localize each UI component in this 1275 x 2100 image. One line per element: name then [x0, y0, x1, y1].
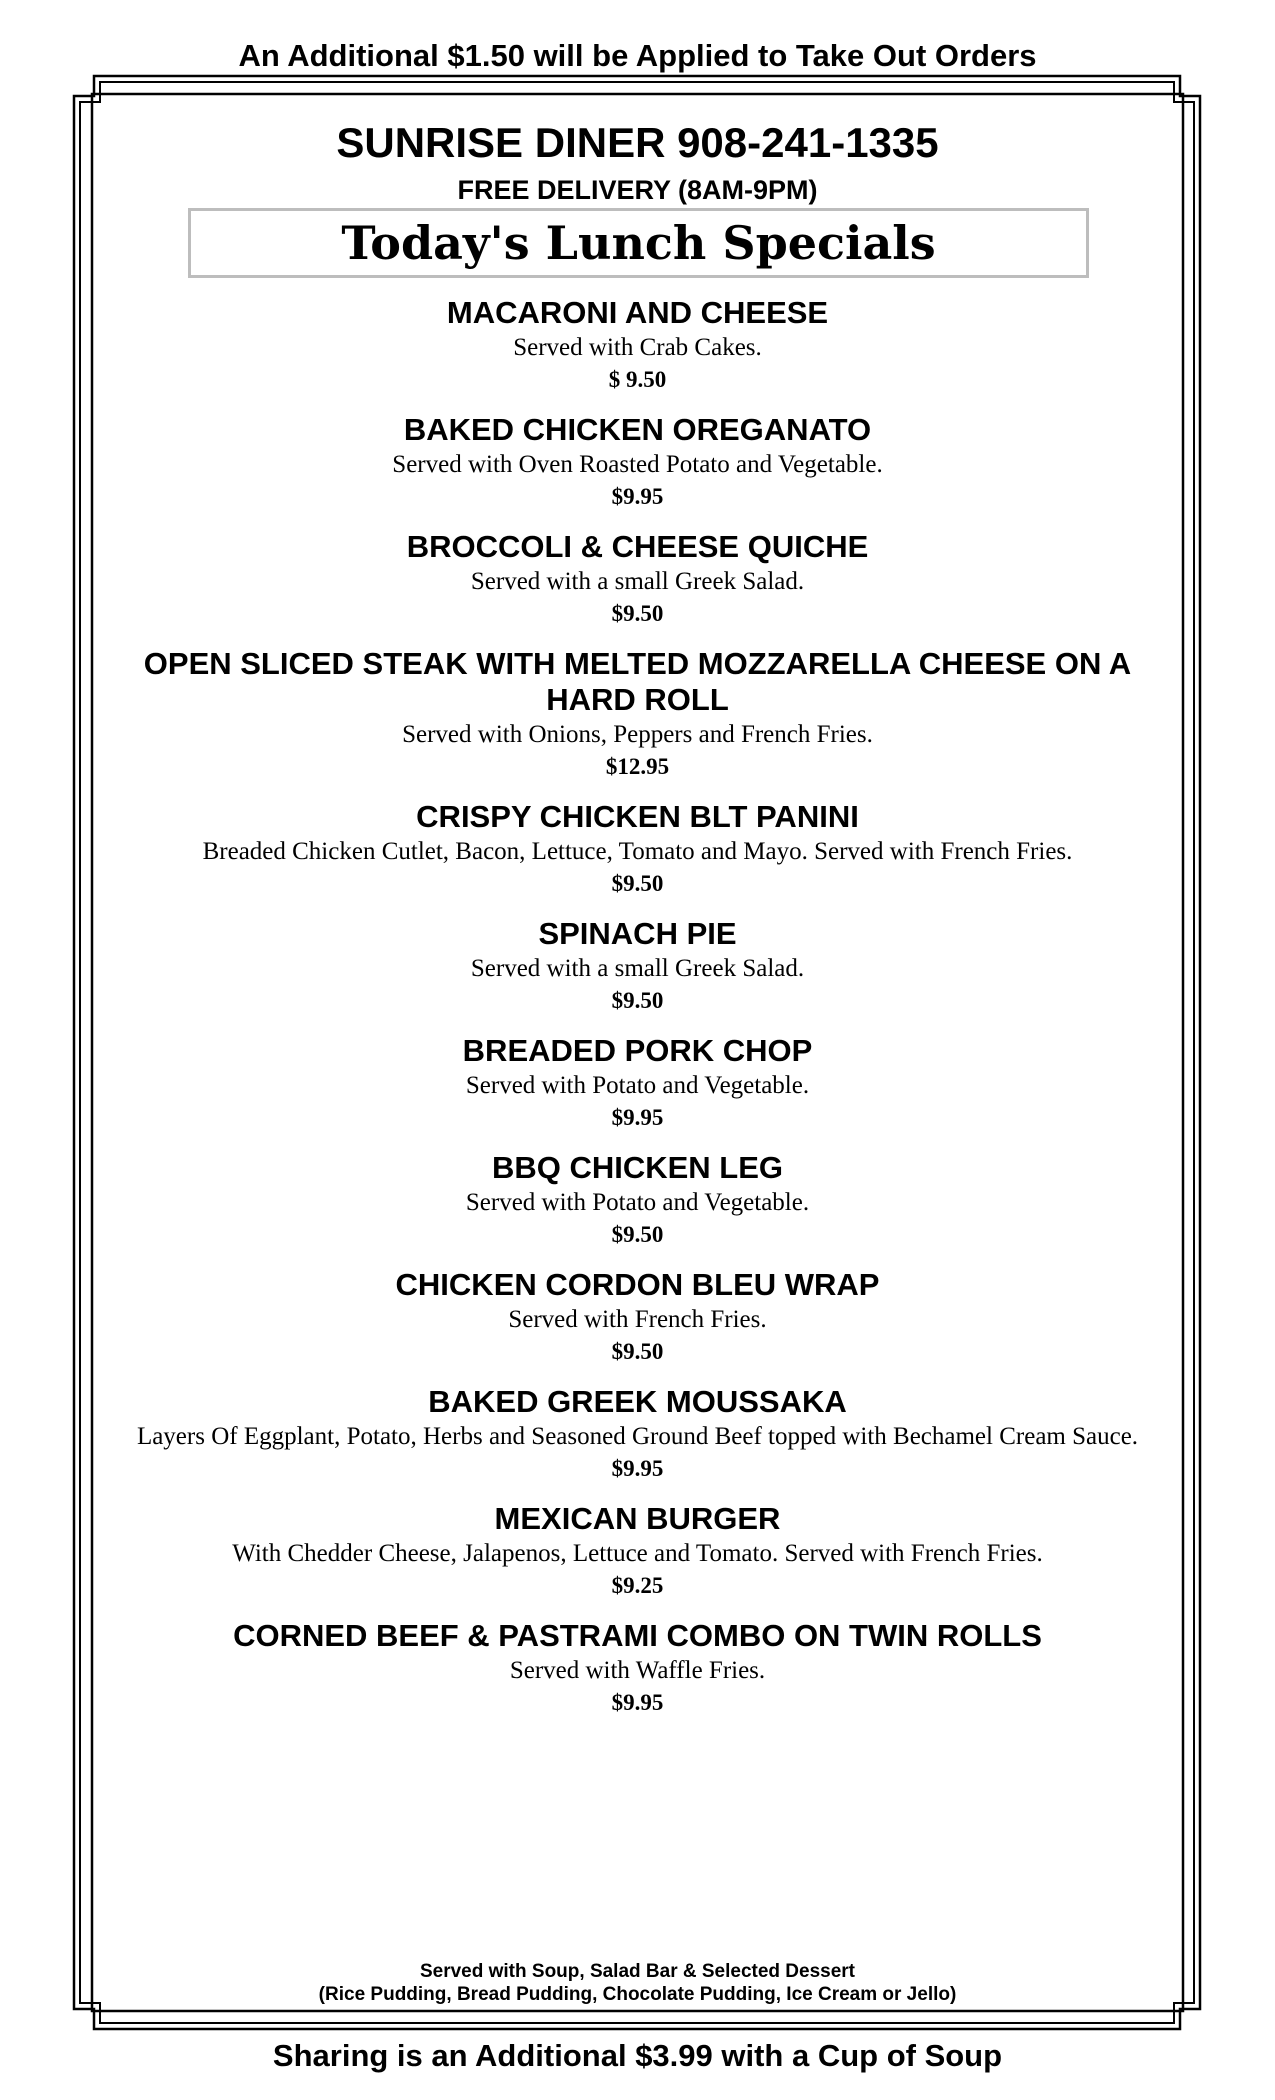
item-name: BBQ CHICKEN LEG [491, 1150, 784, 1185]
item-name: BROCCOLI & CHEESE QUICHE [406, 529, 869, 564]
menu-item [120, 799, 1155, 899]
item-name: MACARONI AND CHEESE [446, 295, 829, 330]
item-name: MEXICAN BURGER [494, 1501, 781, 1536]
item-price: $9.95 [611, 1456, 664, 1481]
item-price: $9.50 [611, 601, 664, 626]
item-description: Served with Waffle Fries. [509, 1657, 766, 1684]
menu-item [120, 1267, 1155, 1367]
item-name: BAKED GREEK MOUSSAKA [428, 1384, 847, 1419]
item-description: Served with French Fries. [508, 1306, 767, 1333]
item-description: Served with a small Greek Salad. [470, 955, 805, 982]
restaurant-name-phone: SUNRISE DINER 908-241-1335 [336, 119, 939, 166]
item-price: $9.50 [611, 988, 664, 1013]
served-with-note [0, 1960, 1275, 2006]
item-name: OPEN SLICED STEAK WITH MELTED MOZZARELLA CHEESE ON A HARD ROLL [143, 646, 1132, 717]
takeout-notice: An Additional $1.50 will be Applied to Take Out Orders [238, 38, 1037, 73]
menu-item [120, 412, 1155, 512]
item-description: Served with Potato and Vegetable. [465, 1072, 810, 1099]
menu-item [120, 295, 1155, 395]
menu-item [120, 916, 1155, 1016]
item-description: Layers Of Eggplant, Potato, Herbs and Seasoned Ground Beef topped with Bechamel Cream Sauce. [136, 1423, 1139, 1450]
item-description: Served with a small Greek Salad. [470, 568, 805, 595]
menu-item [120, 1033, 1155, 1133]
menu-header [100, 118, 1175, 206]
menu-item [120, 1501, 1155, 1601]
item-name: CHICKEN CORDON BLEU WRAP [395, 1267, 880, 1302]
specials-heading: Today's Lunch Specials [341, 216, 936, 270]
item-description: Breaded Chicken Cutlet, Bacon, Lettuce, Tomato and Mayo. Served with French Fries. [202, 838, 1073, 865]
menu-item [120, 529, 1155, 629]
menu-item [120, 646, 1155, 782]
item-name: BREADED PORK CHOP [462, 1033, 813, 1068]
item-price: $12.95 [605, 754, 670, 779]
item-description: Served with Potato and Vegetable. [465, 1189, 810, 1216]
item-description: Served with Crab Cakes. [513, 334, 762, 361]
menu-item [120, 1150, 1155, 1250]
sharing-notice: Sharing is an Additional $3.99 with a Cup of Soup [272, 2038, 1003, 2073]
menu-item [120, 1618, 1155, 1718]
item-name: SPINACH PIE [538, 916, 737, 951]
item-name: CORNED BEEF & PASTRAMI COMBO ON TWIN ROLLS [233, 1618, 1042, 1653]
item-description: With Chedder Cheese, Jalapenos, Lettuce and Tomato. Served with French Fries. [232, 1540, 1043, 1567]
item-description: Served with Onions, Peppers and French Fries. [402, 721, 873, 748]
delivery-hours: FREE DELIVERY (8AM-9PM) [457, 175, 818, 205]
item-name: CRISPY CHICKEN BLT PANINI [416, 799, 859, 834]
item-price: $9.95 [611, 484, 664, 509]
dessert-options-line: (Rice Pudding, Bread Pudding, Chocolate Pudding, Ice Cream or Jello) [318, 1984, 957, 2005]
menu-item [120, 1384, 1155, 1484]
item-price: $ 9.50 [608, 367, 667, 392]
item-description: Served with Oven Roasted Potato and Vegetable. [392, 451, 883, 478]
served-with-line: Served with Soup, Salad Bar & Selected Dessert [419, 1961, 856, 1982]
item-name: BAKED CHICKEN OREGANATO [403, 412, 872, 447]
item-price: $9.50 [611, 871, 664, 896]
item-price: $9.95 [611, 1105, 664, 1130]
item-price: $9.25 [611, 1573, 664, 1598]
item-price: $9.50 [611, 1222, 664, 1247]
menu-list [120, 295, 1155, 1735]
item-price: $9.95 [611, 1690, 664, 1715]
item-price: $9.50 [611, 1339, 664, 1364]
